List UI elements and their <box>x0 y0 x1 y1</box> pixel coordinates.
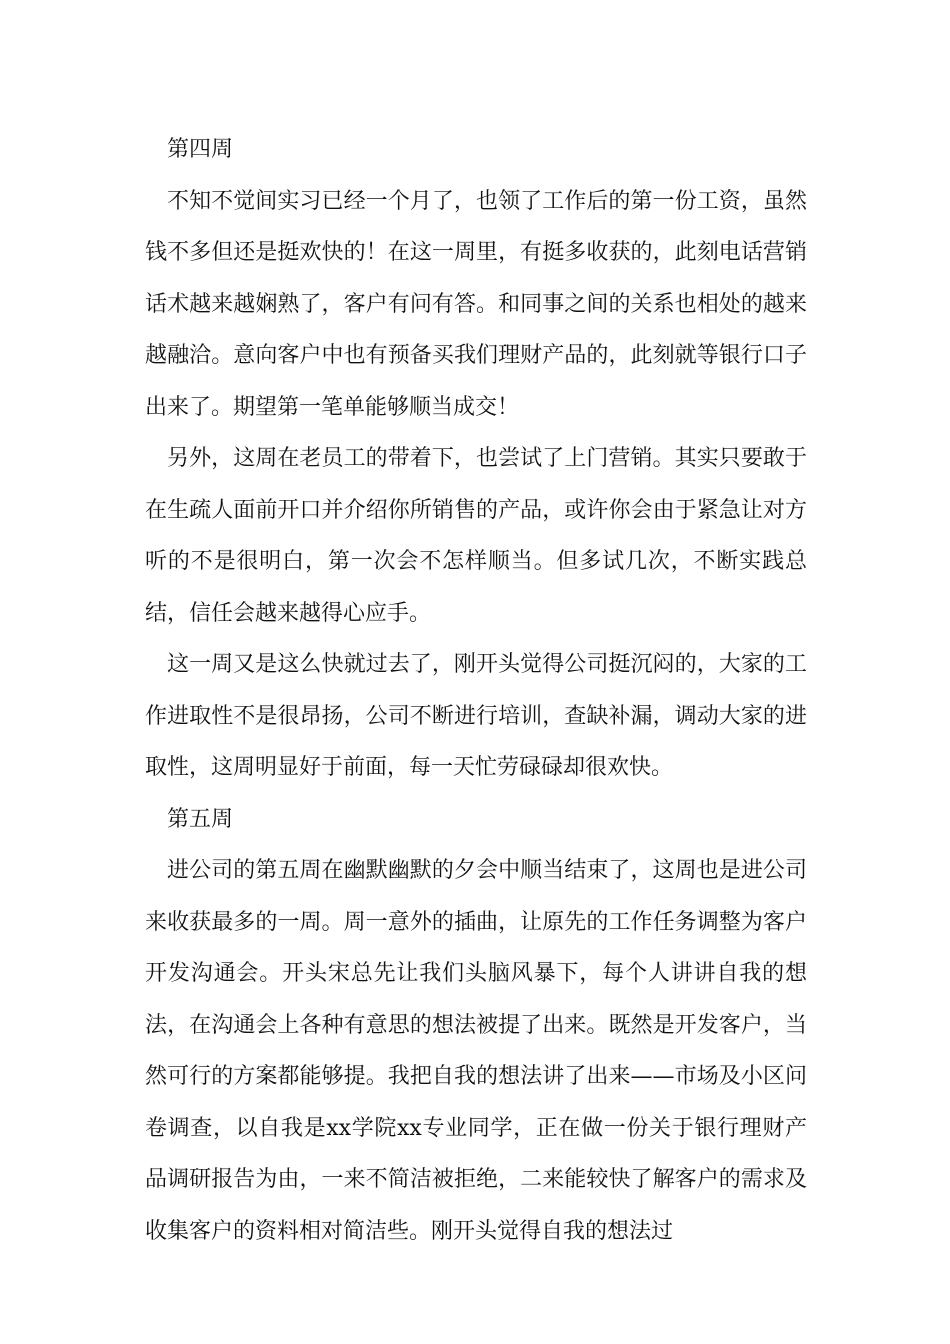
paragraph-week-5-meeting: 进公司的第五周在幽默幽默的夕会中顺当结束了，这周也是进公司来收获最多的一周。周一意外的插曲，让原先的工作任务调整为客户开发沟通会。开头宋总先让我们头脑风暴下，每个人讲讲自我的想法，在沟通会上各种有意思的想法被提了出来。既然是开发客户，当然可行的方案都能够提。我把自我的想法讲了出来——市场及小区问卷调查，以自我是xx学院xx专业同学，正在做一份关于银行理财产品调研报告为由，一来不简洁被拒绝，二来能较快了解客户的需求及收集客户的资料相对简洁些。刚开头觉得自我的想法过 <box>145 858 807 1244</box>
paragraph-week-4-door-to-door: 另外，这周在老员工的带着下，也尝试了上门营销。其实只要敢于在生疏人面前开口并介绍你所销售的产品，或许你会由于紧急让对方听的不是很明白，第一次会不怎样顺当。但多试几次，不断实践总结，信任会越来越得心应手。 <box>145 446 807 626</box>
paragraph-week-4-salary: 不知不觉间实习已经一个月了，也领了工作后的第一份工资，虽然钱不多但还是挺欢快的！在这一周里，有挺多收获的，此刻电话营销话术越来越娴熟了，客户有问有答。和同事之间的关系也相处的越来越融洽。意向客户中也有预备买我们理财产品的，此刻就等银行口子出来了。期望第一笔单能够顺当成交！ <box>145 188 807 420</box>
paragraph-week-4-summary: 这一周又是这么快就过去了，刚开头觉得公司挺沉闷的，大家的工作进取性不是很昂扬，公司不断进行培训，查缺补漏，调动大家的进取性，这周明显好于前面，每一天忙劳碌碌却很欢快。 <box>145 652 807 780</box>
section-heading-week-5: 第五周 <box>167 806 234 832</box>
document-body <box>145 124 807 1257</box>
section-heading-week-4: 第四周 <box>167 137 234 162</box>
